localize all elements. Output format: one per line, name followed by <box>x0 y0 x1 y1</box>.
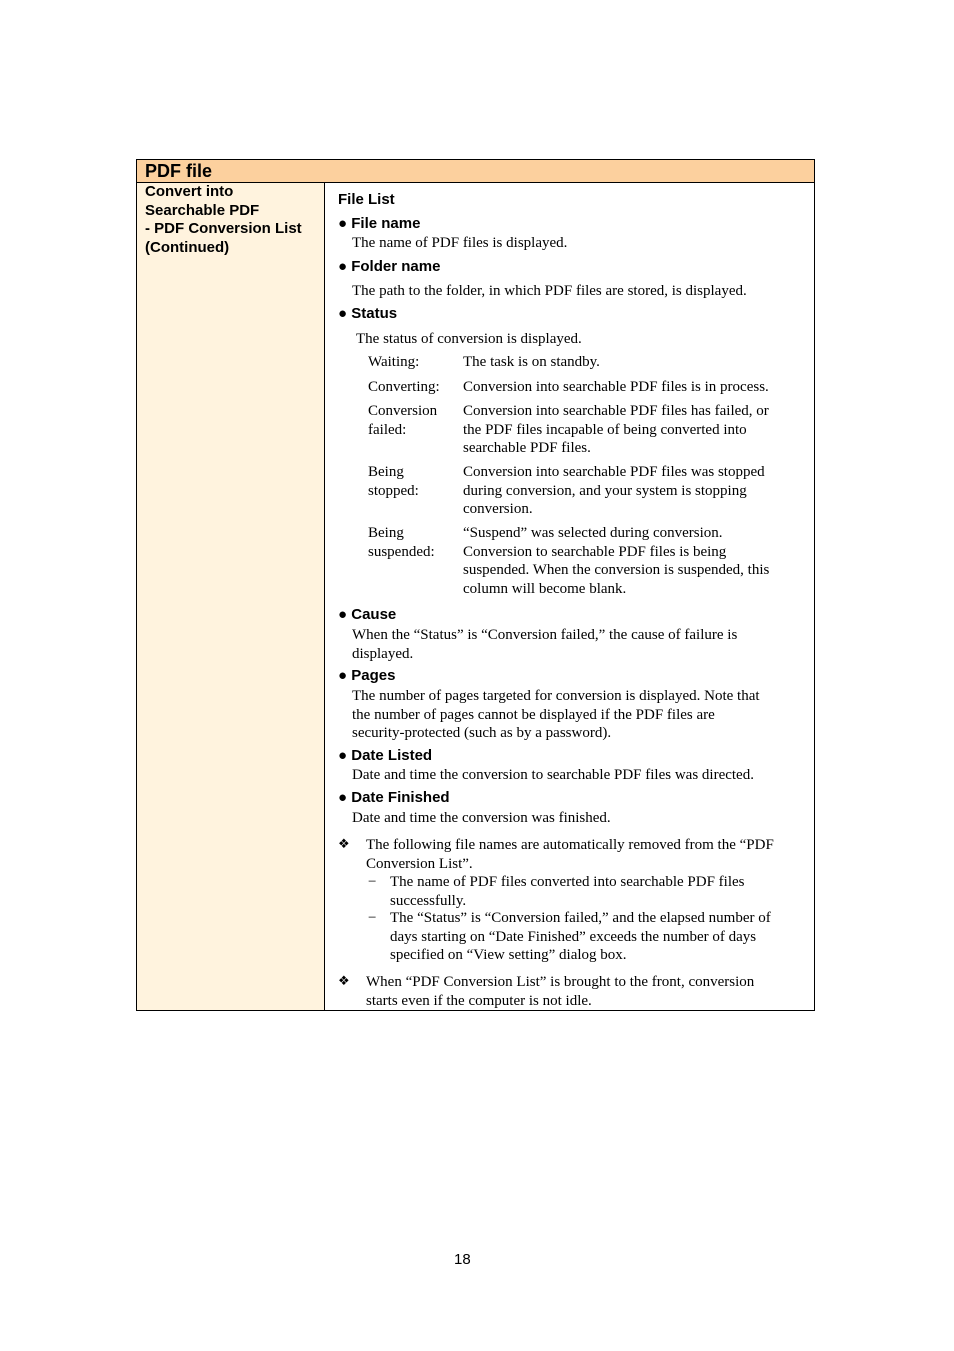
item-label: File name <box>351 215 421 232</box>
status-item <box>338 305 397 323</box>
file-name-item <box>338 215 420 233</box>
status-term: Converting: <box>368 379 440 395</box>
item-label: Pages <box>351 667 396 684</box>
status-term: Waiting: <box>368 354 420 370</box>
file-name-desc: The name of PDF files is displayed. <box>352 235 568 251</box>
status-term-desc: “Suspend” was selected during conversion. Conversion to searchable PDF files is being suspended. When the conversion is suspended, this column will become blank. <box>463 525 770 597</box>
cause-desc: When the “Status” is “Conversion failed,” the cause of failure is displayed. <box>352 627 738 662</box>
function-name-line: (Continued) <box>145 238 230 256</box>
item-label: Cause <box>351 606 397 623</box>
function-name-line: - PDF Conversion List <box>145 220 302 237</box>
note-sub-item: The “Status” is “Conversion failed,” and the elapsed number of days starting on “Date Finished” exceeds the number of days specified on “View setting” dialog box. <box>390 910 771 963</box>
date-finished-desc: Date and time the conversion was finished. <box>352 810 611 826</box>
diamond-bullet-icon: ❖ <box>338 974 350 989</box>
pages-desc: The number of pages targeted for conversion is displayed. Note that the number of pages cannot be displayed if the PDF files are security-protected (such as by a password). <box>352 688 760 741</box>
bullet-icon: ● <box>338 305 348 322</box>
cause-item <box>338 606 396 624</box>
function-name-line: Convert into <box>145 183 234 200</box>
status-term: Being suspended: <box>368 525 435 560</box>
bullet-icon: ● <box>338 606 348 623</box>
function-name-line: Searchable PDF <box>145 201 260 219</box>
status-term-desc: Conversion into searchable PDF files has failed, or the PDF files incapable of being converted into searchable PDF files. <box>463 403 769 456</box>
date-listed-item <box>338 747 432 765</box>
item-label: Folder name <box>351 258 441 275</box>
diamond-bullet-icon: ❖ <box>338 837 350 852</box>
note-conversion-start: When “PDF Conversion List” is brought to the front, conversion starts even if the computer is not idle. <box>366 974 755 1009</box>
page-number: 18 <box>454 1251 471 1268</box>
status-desc: The status of conversion is displayed. <box>356 331 582 347</box>
note-sub-item: The name of PDF files converted into searchable PDF files successfully. <box>390 874 745 909</box>
status-term-desc: The task is on standby. <box>463 354 600 370</box>
folder-name-item <box>338 258 440 276</box>
status-term-desc: Conversion into searchable PDF files is in process. <box>463 379 769 395</box>
folder-name-desc: The path to the folder, in which PDF files are stored, is displayed. <box>352 283 747 299</box>
dash-bullet-icon: − <box>368 910 377 926</box>
file-list-heading: File List <box>338 191 395 208</box>
bullet-icon: ● <box>338 667 348 684</box>
item-label: Date Listed <box>351 747 433 764</box>
status-term: Being stopped: <box>368 464 419 499</box>
section-title: PDF file <box>145 161 213 181</box>
date-finished-item <box>338 789 450 807</box>
pages-item <box>338 667 395 685</box>
note-auto-removal: The following file names are automatically removed from the “PDF Conversion List”. <box>366 837 774 872</box>
status-term: Conversion failed: <box>368 403 438 438</box>
bullet-icon: ● <box>338 747 348 764</box>
item-label: Date Finished <box>351 789 450 806</box>
bullet-icon: ● <box>338 258 348 275</box>
item-label: Status <box>351 305 398 322</box>
dash-bullet-icon: − <box>368 874 377 890</box>
bullet-icon: ● <box>338 215 348 232</box>
bullet-icon: ● <box>338 789 348 806</box>
status-term-desc: Conversion into searchable PDF files was stopped during conversion, and your system is stopping conversion. <box>463 464 765 517</box>
date-listed-desc: Date and time the conversion to searchable PDF files was directed. <box>352 767 754 783</box>
